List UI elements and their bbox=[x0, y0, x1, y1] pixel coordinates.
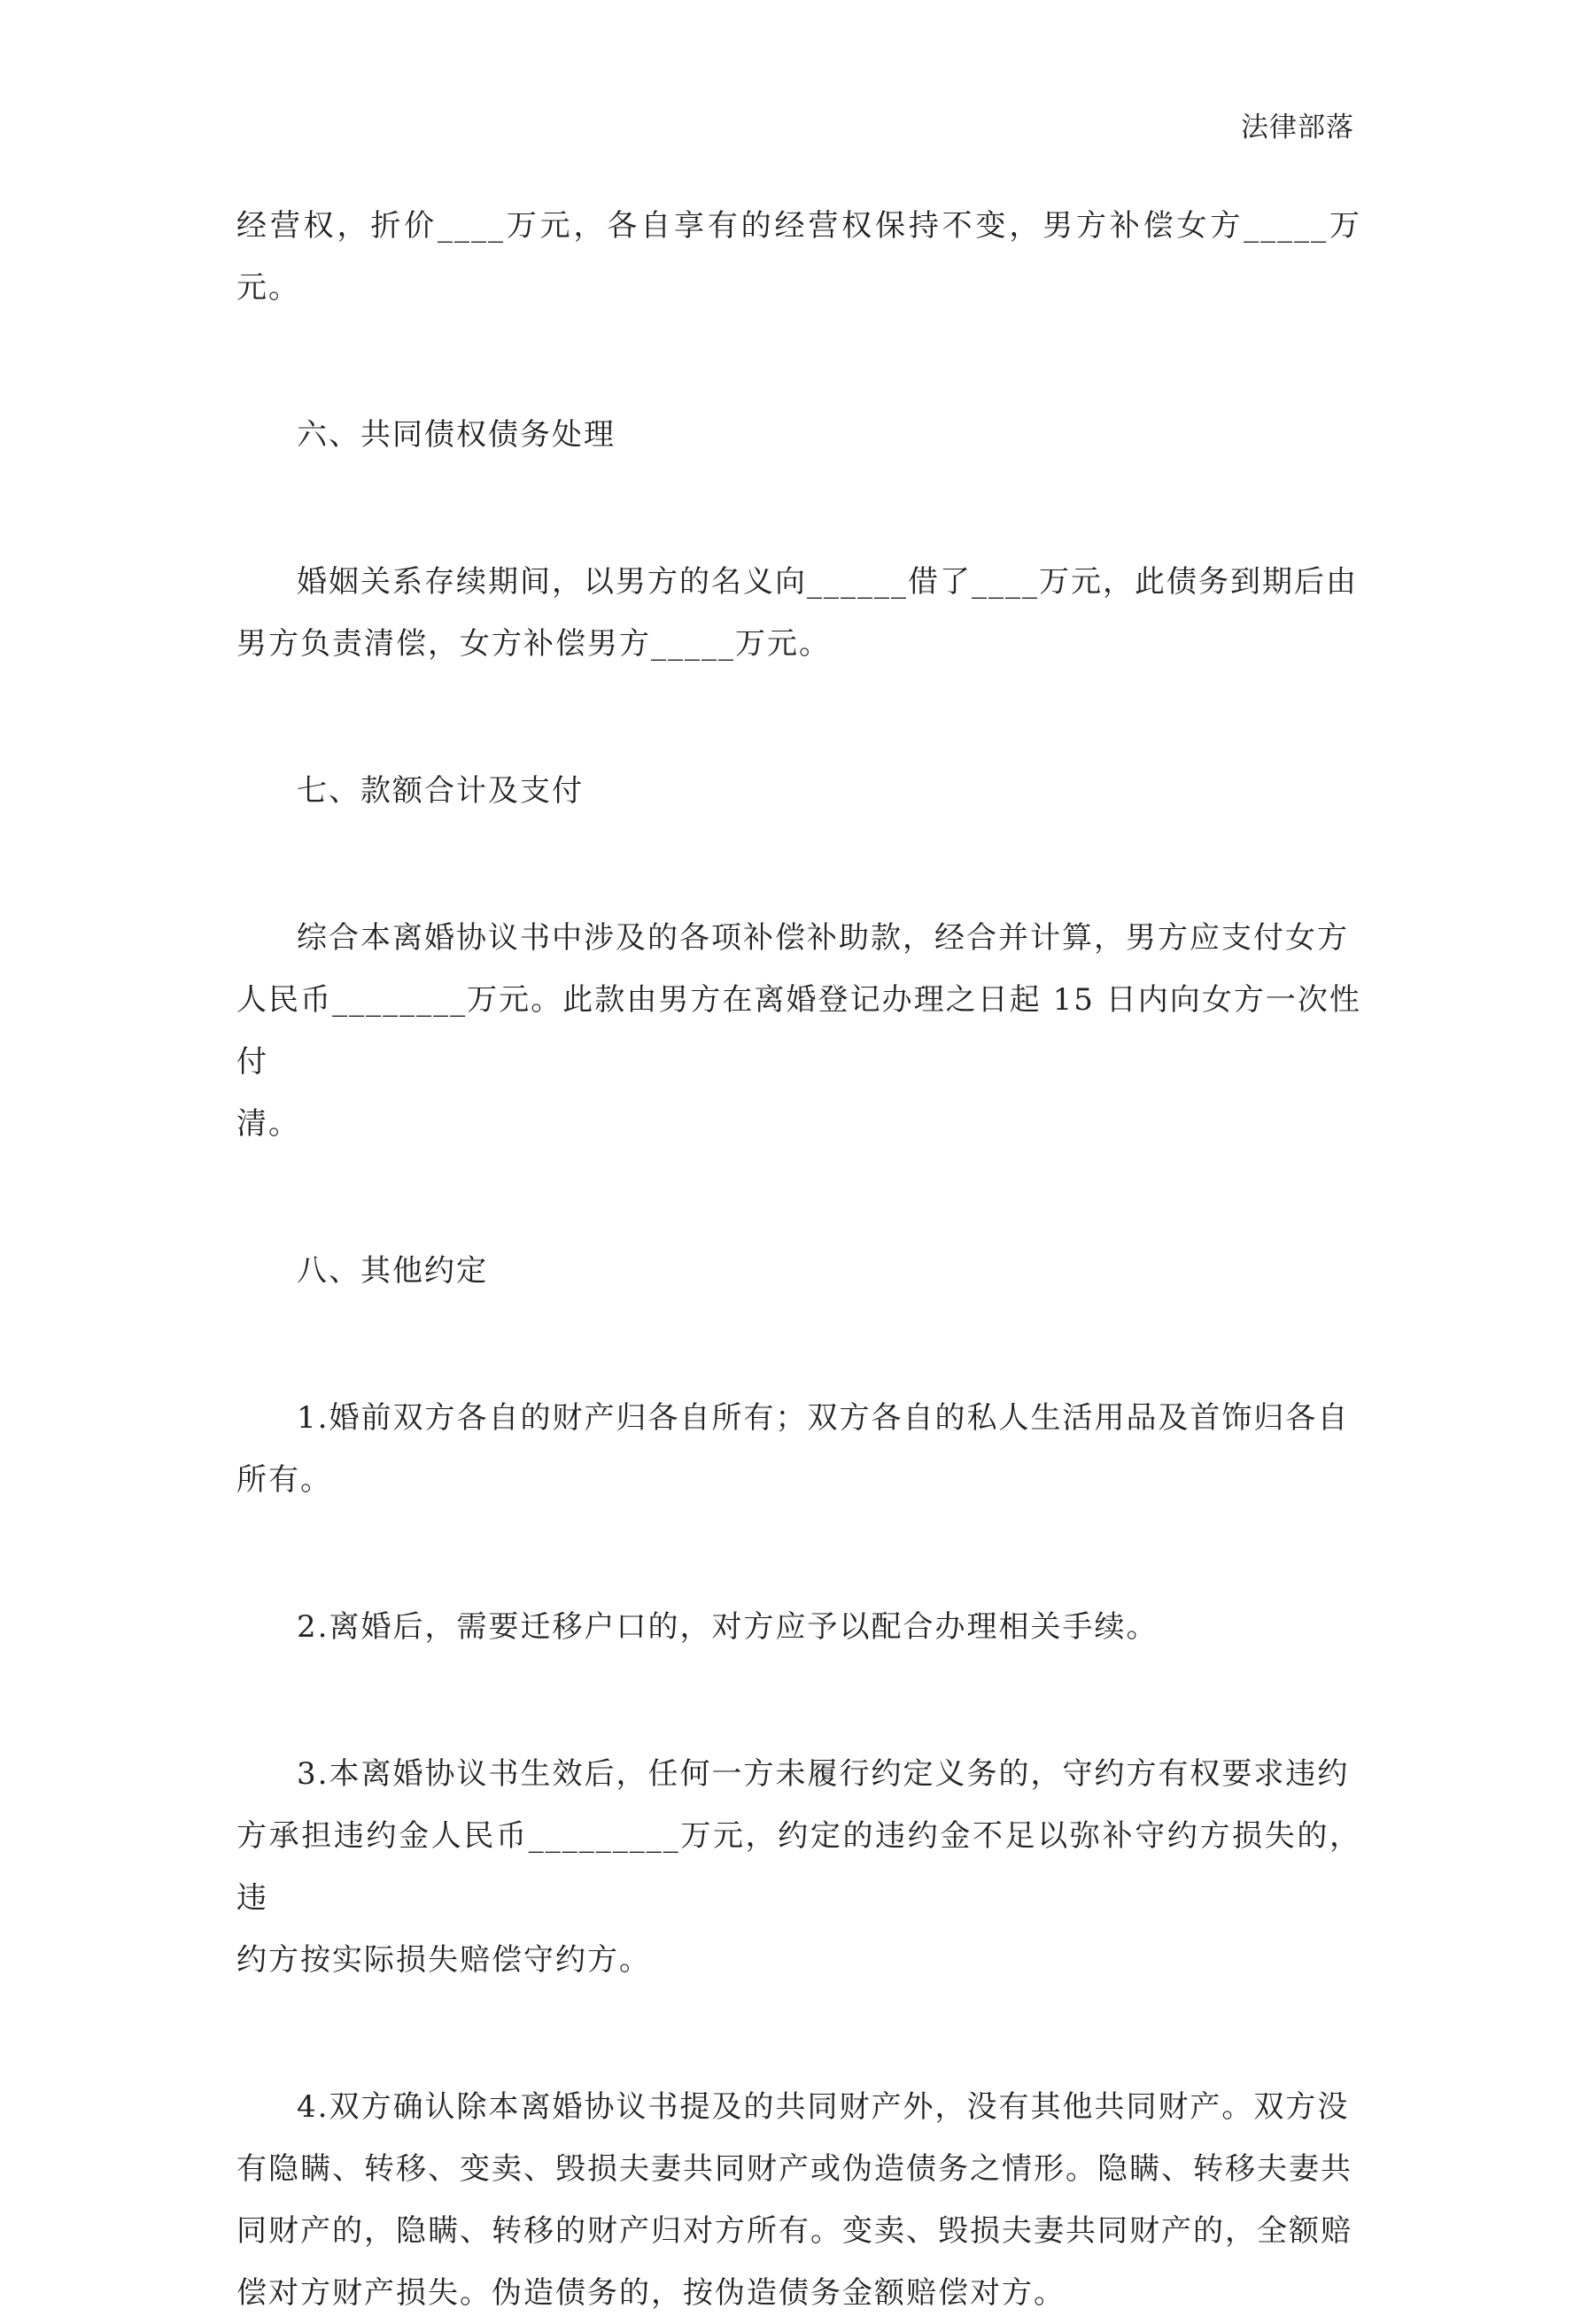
item-4-line-4: 偿对方财产损失。伪造债务的，按伪造债务金额赔偿对方。 bbox=[236, 2275, 1066, 2311]
section-title-other: 八、其他约定 bbox=[297, 1253, 488, 1289]
item-4-line-3: 同财产的，隐瞒、转移的财产归对方所有。变卖、毁损夫妻共同财产的，全额赔 bbox=[236, 2213, 1352, 2249]
section-title-debts: 六、共同债权债务处理 bbox=[297, 417, 616, 453]
paragraph-debts-line-2: 男方负责清偿，女方补偿男方_____万元。 bbox=[236, 626, 831, 662]
document-body bbox=[236, 195, 1361, 2324]
paragraph-business-rights: 经营权，折价____万元，各自享有的经营权保持不变，男方补偿女方_____万元。 bbox=[236, 208, 1361, 306]
item-2: 2.离婚后，需要迁移户口的，对方应予以配合办理相关手续。 bbox=[297, 1609, 1159, 1645]
item-4-line-1: 4.双方确认除本离婚协议书提及的共同财产外，没有其他共同财产。双方没 bbox=[297, 2089, 1350, 2125]
header-brand: 法律部落 bbox=[1241, 112, 1354, 143]
paragraph-payment-line-1: 综合本离婚协议书中涉及的各项补偿补助款，经合并计算，男方应支付女方 bbox=[297, 920, 1349, 956]
item-1-line-1: 1.婚前双方各自的财产归各自所有；双方各自的私人生活用品及首饰归各自 bbox=[297, 1400, 1350, 1436]
item-1-line-2: 所有。 bbox=[236, 1462, 332, 1498]
section-title-payment: 七、款额合计及支付 bbox=[297, 773, 584, 809]
paragraph-debts-line-1: 婚姻关系存续期间，以男方的名义向______借了____万元，此债务到期后由 bbox=[297, 564, 1358, 600]
item-3-line-2: 方承担违约金人民币_________万元，约定的违约金不足以弥补守约方损失的，违 bbox=[236, 1818, 1361, 1916]
item-3-line-3: 约方按实际损失赔偿守约方。 bbox=[236, 1942, 651, 1978]
item-3-line-1: 3.本离婚协议书生效后，任何一方未履行约定义务的，守约方有权要求违约 bbox=[297, 1756, 1350, 1792]
paragraph-payment-line-2: 人民币________万元。此款由男方在离婚登记办理之日起 15 日内向女方一次性付 bbox=[236, 982, 1361, 1080]
paragraph-payment-line-3: 清。 bbox=[236, 1106, 300, 1142]
item-4-line-2: 有隐瞒、转移、变卖、毁损夫妻共同财产或伪造债务之情形。隐瞒、转移夫妻共 bbox=[236, 2151, 1352, 2187]
